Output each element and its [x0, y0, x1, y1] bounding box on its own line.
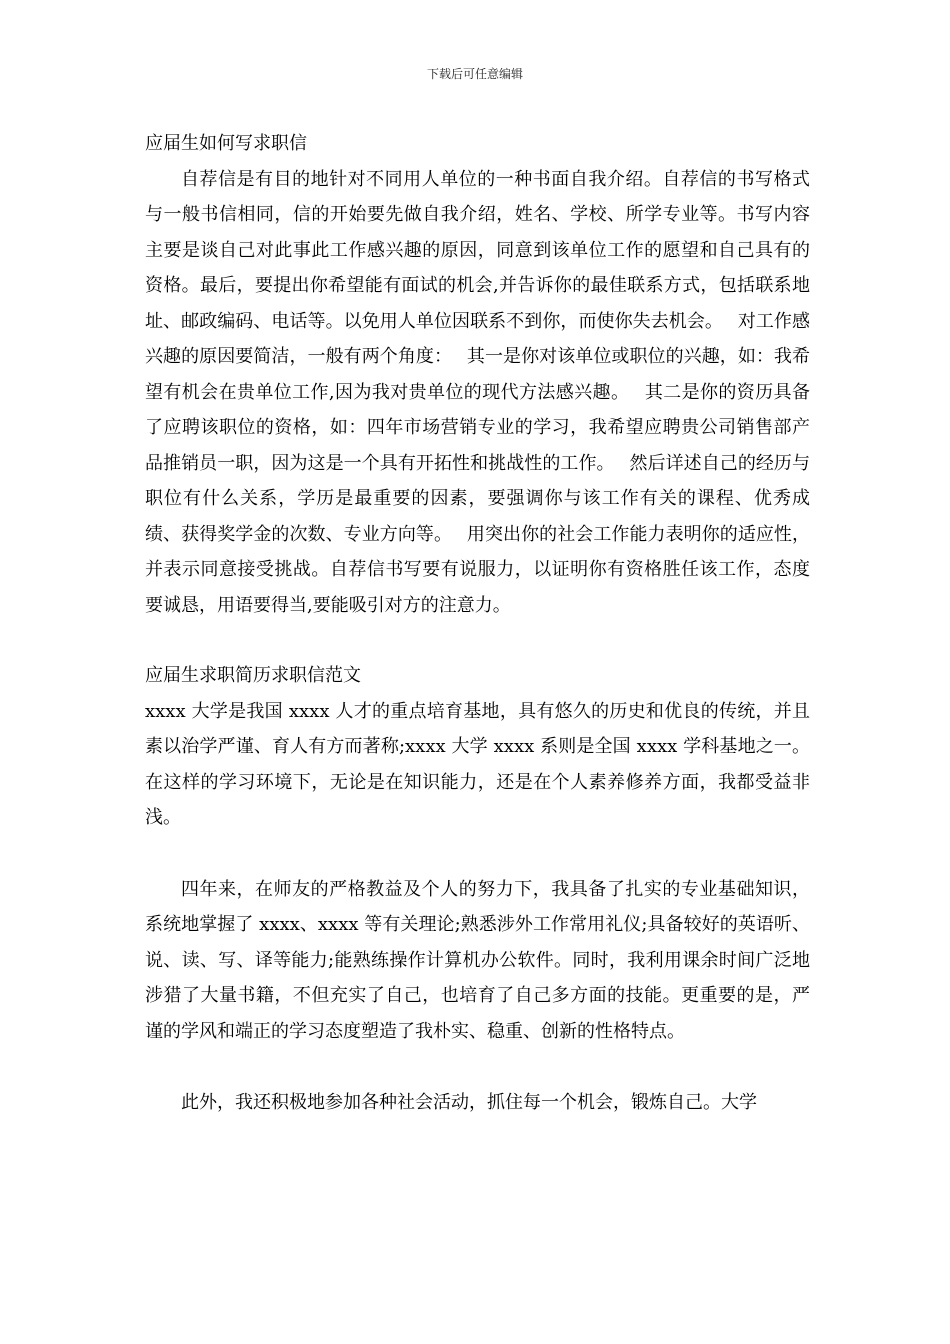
sample-letter-paragraph-1: xxxx 大学是我国 xxxx 人才的重点培育基地，具有悠久的历史和优良的传统，并且素以治学严谨、育人有方而著称;xxxx 大学 xxxx 系则是全国 xxxx 学科基地之一。在这样的学习环境下，无论是在知识能力，还是在个人素养修养方面，我都受益非浅。: [145, 700, 810, 828]
sample-letter-paragraph-3: 此外，我还积极地参加各种社会活动，抓住每一个机会，锻炼自己。大学: [181, 1092, 757, 1113]
document-body: [145, 126, 810, 1121]
page-header-note: 下载后可任意编辑: [426, 67, 523, 81]
section-body-how-to-write: 自荐信是有目的地针对不同用人单位的一种书面自我介绍。自荐信的书写格式与一般书信相同，信的开始要先做自我介绍，姓名、学校、所学专业等。书写内容主要是谈自己对此事此工作感兴趣的原因，同意到该单位工作的愿望和自己具有的资格。最后，要提出你希望能有面试的机会,并告诉你的最佳联系方式，包括联系地址、邮政编码、电话等。以免用人单位因联系不到你，而使你失去机会。 对工作感兴趣的原因要简洁，一般有两个角度： 其一是你对该单位或职位的兴趣，如：我希望有机会在贵单位工作,因为我对贵单位的现代方法感兴趣。 其二是你的资历具备了应聘该职位的资格，如：四年市场营销专业的学习，我希望应聘贵公司销售部产品推销员一职，因为这是一个具有开拓性和挑战性的工作。 然后详述自己的经历与职位有什么关系，学历是最重要的因素，要强调你与该工作有关的课程、优秀成绩、获得奖学金的次数、专业方向等。 用突出你的社会工作能力表明你的适应性，并表示同意接受挑战。自荐信书写要有说服力，以证明你有资格胜任该工作，态度要诚恳，用语要得当,要能吸引对方的注意力。: [145, 168, 810, 616]
sample-letter-paragraph-2: 四年来，在师友的严格教益及个人的努力下，我具备了扎实的专业基础知识，系统地掌握了 xxxx、xxxx 等有关理论;熟悉涉外工作常用礼仪;具备较好的英语听、说、读、写、译等能力;能熟练操作计算机办公软件。同时，我利用课余时间广泛地涉猎了大量书籍，不但充实了自己，也培育了自己多方面的技能。更重要的是，严谨的学风和端正的学习态度塑造了我朴实、稳重、创新的性格特点。: [145, 878, 810, 1042]
section-title-how-to-write: 应届生如何写求职信: [145, 133, 307, 154]
section-title-sample-letter: 应届生求职简历求职信范文: [145, 665, 361, 686]
